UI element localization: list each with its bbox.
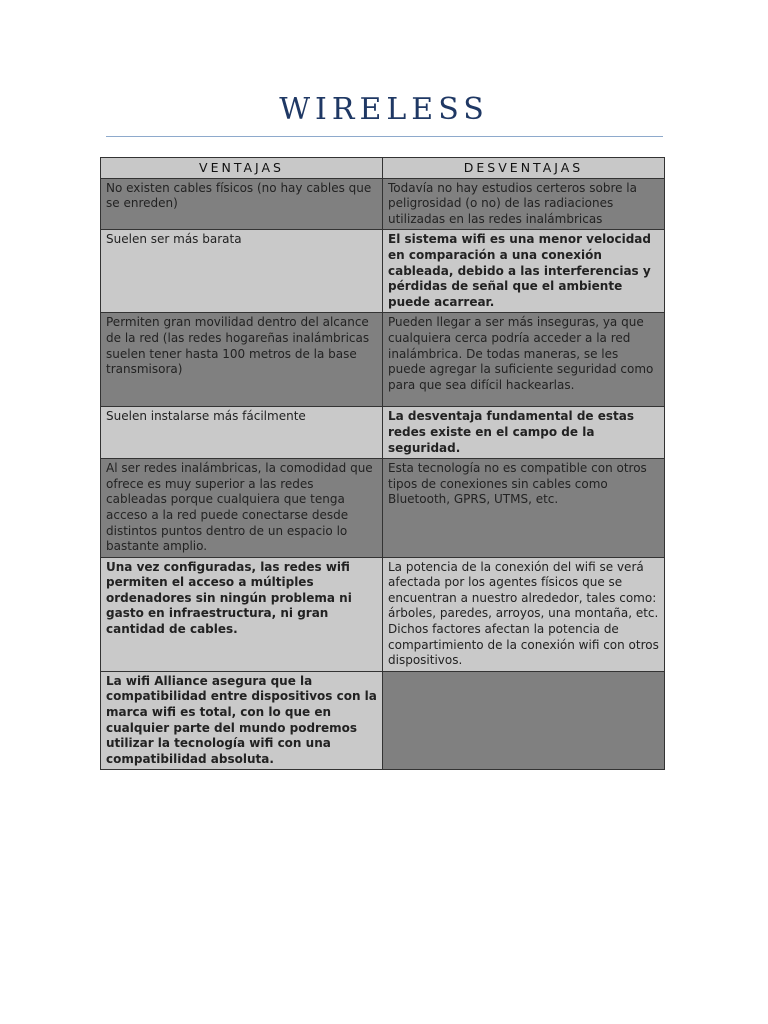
desventaja-cell: Esta tecnología no es compatible con otros tipos de conexiones sin cables como Bluetooth, GPRS, UTMS, etc. [383, 459, 665, 558]
document-title: WIRELESS [279, 92, 489, 127]
ventaja-cell: Suelen instalarse más fácilmente [101, 407, 383, 459]
ventaja-cell: No existen cables físicos (no hay cables que se enreden) [101, 178, 383, 230]
table-row [101, 671, 665, 770]
desventaja-cell: El sistema wifi es una menor velocidad en comparación a una conexión cableada, debido a las interferencias y pérdidas de señal que el ambiente puede acarrear. [383, 230, 665, 313]
ventaja-cell: Una vez configuradas, las redes wifi permiten el acceso a múltiples ordenadores sin ningún problema ni gasto en infraestructura, ni gran cantidad de cables. [101, 557, 383, 671]
table-row [101, 459, 665, 558]
title-underline [106, 136, 663, 137]
desventaja-cell: La desventaja fundamental de estas redes existe en el campo de la seguridad. [383, 407, 665, 459]
ventaja-cell: Al ser redes inalámbricas, la comodidad que ofrece es muy superior a las redes cableadas porque cualquiera que tenga acceso a la red puede conectarse desde distintos puntos dentro de un espacio lo bastante amplio. [101, 459, 383, 558]
desventaja-cell: Todavía no hay estudios certeros sobre la peligrosidad (o no) de las radiaciones utilizadas en las redes inalámbricas [383, 178, 665, 230]
ventaja-cell: Permiten gran movilidad dentro del alcance de la red (las redes hogareñas inalámbricas suelen tener hasta 100 metros de la base transmisora) [101, 313, 383, 407]
header-ventajas: VENTAJAS [101, 158, 383, 179]
table-row [101, 557, 665, 671]
table-header-row [101, 158, 665, 179]
ventaja-cell: Suelen ser más barata [101, 230, 383, 313]
table-row [101, 313, 665, 407]
desventaja-cell: Pueden llegar a ser más inseguras, ya que cualquiera cerca podría acceder a la red inalámbrica. De todas maneras, se les puede agregar la suficiente seguridad como para que sea difícil hackearlas. [383, 313, 665, 407]
header-desventajas: DESVENTAJAS [383, 158, 665, 179]
table-row [101, 230, 665, 313]
desventaja-cell [383, 671, 665, 770]
ventaja-cell: La wifi Alliance asegura que la compatibilidad entre dispositivos con la marca wifi es total, con lo que en cualquier parte del mundo podremos utilizar la tecnología wifi con una compatibilidad absoluta. [101, 671, 383, 770]
table-row [101, 178, 665, 230]
table-row [101, 407, 665, 459]
comparison-table [100, 157, 665, 770]
desventaja-cell: La potencia de la conexión del wifi se verá afectada por los agentes físicos que se encuentran a nuestro alrededor, tales como: árboles, paredes, arroyos, una montaña, etc. Dichos factores afectan la potencia de compartimiento de la conexión wifi con otros dispositivos. [383, 557, 665, 671]
